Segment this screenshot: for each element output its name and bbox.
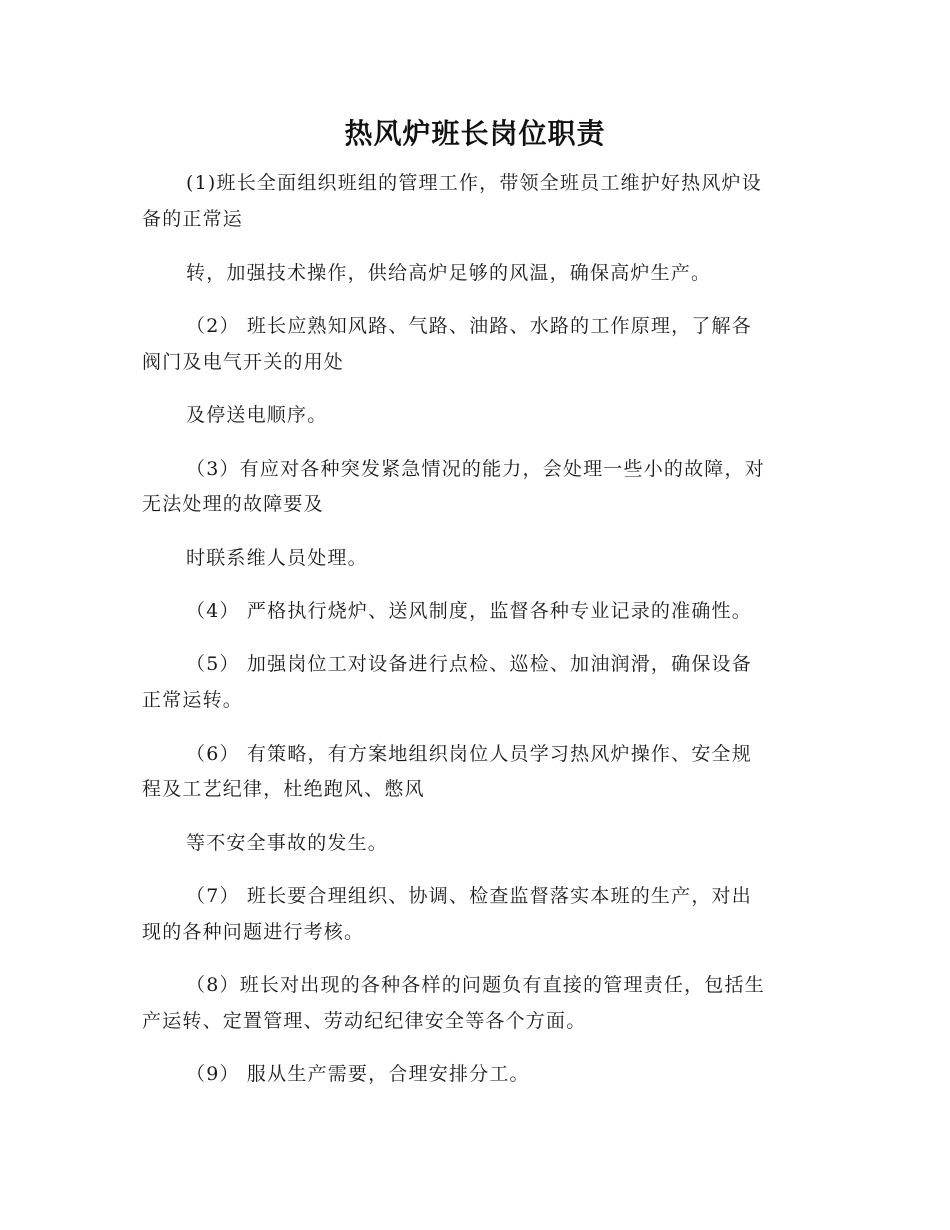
paragraph-5-line-1: （5） 加强岗位工对设备进行点检、巡检、加油润滑，确保设备 bbox=[186, 653, 752, 675]
paragraph-2-line-3: 及停送电顺序。 bbox=[186, 404, 328, 426]
paragraph-5-line-2: 正常运转。 bbox=[142, 689, 244, 711]
paragraph-2-line-1: （2） 班长应熟知风路、气路、油路、水路的工作原理，了解各 bbox=[186, 315, 752, 337]
paragraph-9-line-1: （9） 服从生产需要，合理安排分工。 bbox=[186, 1063, 530, 1085]
paragraph-7-line-1: （7） 班长要合理组织、协调、检查监督落实本班的生产，对出 bbox=[186, 885, 752, 907]
paragraph-1-line-3: 转，加强技术操作，供给高炉足够的风温，确保高炉生产。 bbox=[186, 262, 712, 284]
paragraph-6-line-2: 程及工艺纪律，杜绝跑风、憋风 bbox=[142, 778, 425, 800]
paragraph-6-line-3: 等不安全事故的发生。 bbox=[186, 832, 389, 854]
paragraph-4-line-1: （4） 严格执行烧炉、送风制度，监督各种专业记录的准确性。 bbox=[186, 600, 752, 622]
paragraph-7-line-2: 现的各种问题进行考核。 bbox=[142, 921, 365, 943]
paragraph-8-line-2: 产运转、定置管理、劳动纪纪律安全等各个方面。 bbox=[142, 1010, 587, 1032]
document-title: 热风炉班长岗位职责 bbox=[344, 117, 606, 150]
paragraph-3-line-2: 无法处理的故障要及 bbox=[142, 493, 324, 515]
paragraph-6-line-1: （6） 有策略，有方案地组织岗位人员学习热风炉操作、安全规 bbox=[186, 743, 752, 765]
paragraph-3-line-3: 时联系维人员处理。 bbox=[186, 547, 368, 569]
paragraph-1-line-2: 备的正常运 bbox=[142, 208, 244, 230]
paragraph-1-line-1: (1)班长全面组织班组的管理工作，带领全班员工维护好热风炉设 bbox=[186, 172, 762, 194]
paragraph-2-line-2: 阀门及电气开关的用处 bbox=[142, 351, 345, 373]
paragraph-3-line-1: （3）有应对各种突发紧急情况的能力，会处理一些小的故障，对 bbox=[186, 458, 765, 480]
paragraph-8-line-1: （8）班长对出现的各种各样的问题负有直接的管理责任，包括生 bbox=[186, 974, 765, 996]
